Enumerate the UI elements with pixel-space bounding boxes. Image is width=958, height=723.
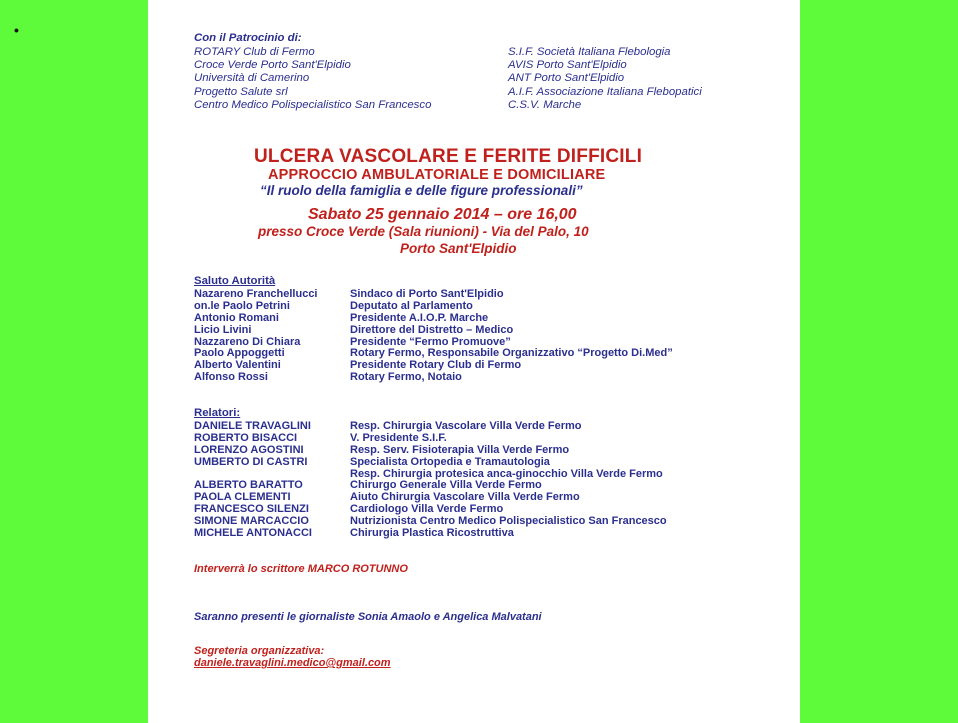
patron-item: Università di Camerino <box>194 72 310 85</box>
speakers-roles <box>350 421 667 540</box>
secretariat-label: Segreteria organizzativa: <box>194 645 325 657</box>
patron-item: Croce Verde Porto Sant'Elpidio <box>194 59 351 72</box>
speaker-name: LORENZO AGOSTINI <box>194 443 304 456</box>
speaker-name: ROBERTO BISACCI <box>194 431 298 444</box>
event-title: ULCERA VASCOLARE E FERITE DIFFICILI <box>254 146 643 167</box>
event-subtitle: APPROCCIO AMBULATORIALE E DOMICILIARE <box>268 167 606 183</box>
patron-item: A.I.F. Associazione Italiana Flebopatici <box>508 85 702 98</box>
greetings-names <box>194 289 318 384</box>
event-venue: presso Croce Verde (Sala riunioni) - Via del Palo, 10 <box>258 224 589 239</box>
speaker-name: PAOLA CLEMENTI <box>194 491 291 504</box>
writer-note: Interverrà lo scrittore MARCO ROTUNNO <box>194 563 408 575</box>
patron-item: ROTARY Club di Fermo <box>194 46 315 58</box>
greetings-heading: Saluto Autorità <box>194 275 276 287</box>
speaker-name: SIMONE MARCACCIO <box>194 515 309 528</box>
speaker-role: Resp. Chirurgia Vascolare Villa Verde Fermo <box>350 420 582 432</box>
speaker-name: UMBERTO DI CASTRI <box>194 455 308 468</box>
greeting-name: Alberto Valentini <box>194 359 281 372</box>
speaker-role: Resp. Chirurgia protesica anca-ginocchio Villa Verde Fermo <box>350 467 663 480</box>
greeting-name: Nazzareno Di Chiara <box>194 335 301 348</box>
patron-item: Centro Medico Polispecialistico San Francesco <box>194 98 432 111</box>
greeting-name: Antonio Romani <box>194 311 279 324</box>
greetings-roles <box>350 289 673 384</box>
greeting-name: Licio Livini <box>194 323 252 336</box>
greeting-role: Presidente “Fermo Promuove” <box>350 335 511 348</box>
speakers-heading: Relatori: <box>194 407 241 419</box>
event-tagline: “Il ruolo della famiglia e delle figure professionali” <box>260 183 583 198</box>
journalists-note: Saranno presenti le giornaliste Sonia Amaolo e Angelica Malvatani <box>194 611 542 623</box>
patron-item: Progetto Salute srl <box>194 85 288 98</box>
event-flyer <box>148 0 800 723</box>
greeting-name: Nazareno Franchellucci <box>194 288 318 300</box>
speaker-name: FRANCESCO SILENZI <box>194 503 309 516</box>
greeting-name: Paolo Appoggetti <box>194 347 285 360</box>
speaker-role: Specialista Ortopedia e Tramautologia <box>350 455 550 468</box>
speaker-role: Chirurgo Generale Villa Verde Fermo <box>350 479 542 492</box>
greeting-role: Presidente A.I.O.P. Marche <box>350 311 489 324</box>
speaker-role: Chirurgia Plastica Ricostruttiva <box>350 527 514 540</box>
speaker-role: Nutrizionista Centro Medico Polispecialistico San Francesco <box>350 515 667 528</box>
speaker-role: Cardiologo Villa Verde Fermo <box>350 503 504 516</box>
speaker-name: ALBERTO BARATTO <box>194 479 303 492</box>
patron-item: ANT Porto Sant'Elpidio <box>508 72 625 85</box>
greeting-name: Alfonso Rossi <box>194 371 268 384</box>
patron-item: S.I.F. Società Italiana Flebologia <box>508 46 671 58</box>
event-city: Porto Sant'Elpidio <box>400 241 517 256</box>
bullet-mark: • <box>14 22 19 38</box>
patronage-heading: Con il Patrocinio di: <box>194 32 302 44</box>
patronage-right-column <box>508 46 702 112</box>
secretariat-email[interactable]: daniele.travaglini.medico@gmail.com <box>194 657 391 669</box>
greeting-role: Rotary Fermo, Responsabile Organizzativo “Progetto Di.Med” <box>350 347 673 360</box>
greeting-name: on.le Paolo Petrini <box>194 299 290 312</box>
greeting-role: Rotary Fermo, Notaio <box>350 371 462 384</box>
speaker-role: V. Presidente S.I.F. <box>350 431 447 444</box>
patron-item: C.S.V. Marche <box>508 98 582 111</box>
greeting-role: Sindaco di Porto Sant'Elpidio <box>350 288 504 300</box>
speaker-name: MICHELE ANTONACCI <box>194 527 312 540</box>
speaker-role: Resp. Serv. Fisioterapia Villa Verde Fermo <box>350 443 570 456</box>
greeting-role: Deputato al Parlamento <box>350 299 473 312</box>
speaker-role: Aiuto Chirurgia Vascolare Villa Verde Fermo <box>350 491 580 504</box>
patron-item: AVIS Porto Sant'Elpidio <box>508 59 627 72</box>
speakers-names <box>194 421 312 540</box>
greeting-role: Presidente Rotary Club di Fermo <box>350 359 522 372</box>
greeting-role: Direttore del Distretto – Medico <box>350 323 514 336</box>
event-date: Sabato 25 gennaio 2014 – ore 16,00 <box>308 206 577 223</box>
patronage-left-column <box>194 46 431 112</box>
speaker-name: DANIELE TRAVAGLINI <box>194 420 311 432</box>
